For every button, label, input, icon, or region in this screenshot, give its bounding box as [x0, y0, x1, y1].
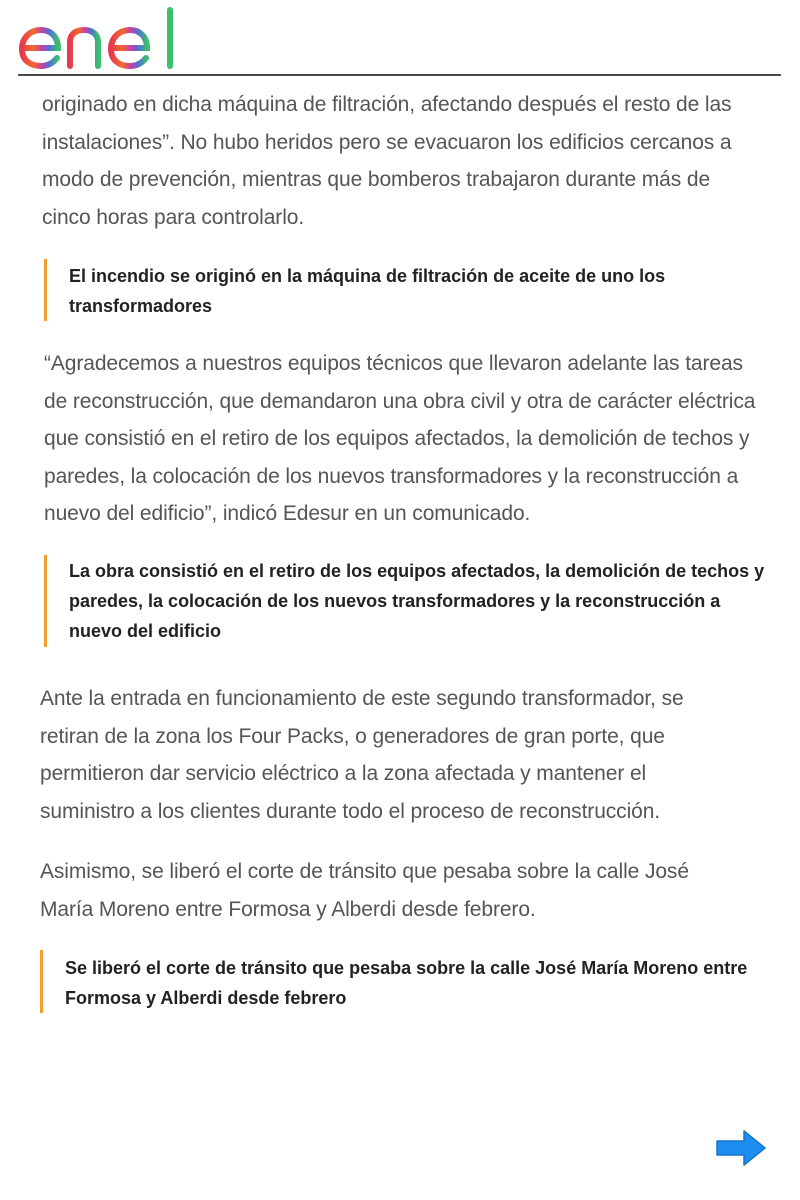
- pull-quote-3-text: Se liberó el corte de tránsito que pesaba sobre la calle José María Moreno entre Formosa y Alberdi desde febrero: [65, 958, 748, 1008]
- enel-logo: [14, 6, 184, 70]
- header-divider: [18, 74, 781, 76]
- arrow-right-icon[interactable]: [714, 1128, 768, 1168]
- header: [0, 0, 800, 76]
- pull-quote-1: [44, 259, 769, 321]
- pull-quote-2-text: La obra consistió en el retiro de los equipos afectados, la demolición de techos y paredes, la colocación de los nuevos transformadores y la reconstrucción a nuevo del edificio: [69, 561, 765, 641]
- pull-quote-3: [40, 950, 765, 1013]
- body-paragraph-1: originado en dicha máquina de filtración, afectando después el resto de las instalaciones”. No hubo heridos pero se evacuaron los edificios cercanos a modo de prevención, mientras que bomberos trabajaron durante más de cinco horas para controlarlo.: [42, 93, 732, 229]
- pull-quote-1-text: El incendio se originó en la máquina de filtración de aceite de uno los transformadores: [69, 266, 666, 316]
- body-paragraph-3: Ante la entrada en funcionamiento de este segundo transformador, se retiran de la zona los Four Packs, o generadores de gran porte, que permitieron dar servicio eléctrico a la zona afectada y mantener el suministro a los clientes durante todo el proceso de reconstrucción.: [40, 687, 684, 823]
- body-paragraph-4: Asimismo, se liberó el corte de tránsito que pesaba sobre la calle José María Moreno entre Formosa y Alberdi desde febrero.: [40, 860, 689, 921]
- pull-quote-2: [44, 555, 769, 647]
- body-paragraph-2: “Agradecemos a nuestros equipos técnicos que llevaron adelante las tareas de reconstrucción, que demandaron una obra civil y otra de carácter eléctrica que consistió en el retiro de los equipos afectados, la demolición de techos y paredes, la colocación de los nuevos transformadores y la reconstrucción a nuevo del edificio”, indicó Edesur en un comunicado.: [44, 352, 756, 525]
